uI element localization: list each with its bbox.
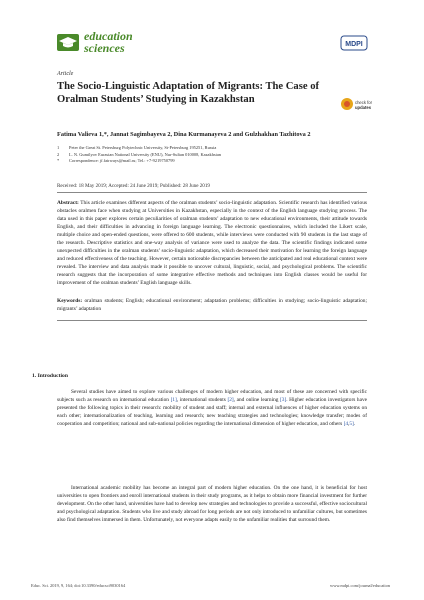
paragraph-2: International academic mobility has become an integral part of modern higher education. On the one hand, it is beneficial for host universities to open frontiers and enroll international students in their study programs, as it helps to obtain more financial investment for further development. On the other hand, universities have had to develop new strategies and technologies to provide a successful, effective sociocultural and psychological adaptation. Students who live and study abroad for long periods are not only introduced to unfamiliar cultures, but sometimes also find themselves immersed in them. Unfortunately, not everyone adapts easily to the unfamiliar realities that surround them. bbox=[57, 485, 367, 523]
paper-title: The Socio-Linguistic Adaptation of Migrants: The Case of Oralman Students’ Studying in Kazakhstan bbox=[57, 81, 320, 105]
paragraph-text: , and online learning bbox=[233, 397, 281, 403]
paragraph-text: . bbox=[353, 421, 356, 427]
section-heading: 1. Introduction bbox=[32, 373, 68, 379]
citation-link[interactable]: [2] bbox=[227, 397, 234, 403]
affiliation-1 bbox=[57, 145, 221, 152]
affiliation-text: Peter the Great St. Petersburg Polytechnic University, St-Petersburg 195251, Russia bbox=[69, 145, 217, 150]
paragraph-text: Several studies have aimed to explore various challenges of modern higher education, and most of these are concerned with specific subjects such as research on international education bbox=[57, 389, 367, 403]
citation-footer: Educ. Sci. 2019, 9, 164; doi:10.3390/educsci9030164 bbox=[31, 583, 126, 588]
author-list: Fatima Valieva 1,*, Jannat Sagimbayeva 2, Dina Kurmanayeva 2 and Gulzhakhan Tazhitova 2 bbox=[57, 131, 311, 138]
journal-name-line2: sciences bbox=[84, 41, 125, 55]
check-for-updates-badge[interactable] bbox=[339, 95, 372, 119]
abstract-label: Abstract: bbox=[57, 200, 79, 206]
journal-name-line1: education bbox=[84, 29, 133, 43]
journal-logo[interactable] bbox=[57, 30, 133, 54]
check-updates-line2: updates bbox=[355, 105, 372, 110]
affiliation-text: L. N. Gumilyov Eurasian National University (ENU), Nur-Sultan 010008, Kazakhstan bbox=[69, 151, 221, 157]
check-updates-line1: check for bbox=[355, 100, 372, 105]
correspondence-text[interactable]: Correspondence: jf.fairways@mail.ru; Tel.: +7-9219750799 bbox=[69, 158, 175, 164]
paragraph-text: . Higher education investigators have presented the following topics in their research: mobility of student and staff; internal and external influences of higher education systems on each other; internationalization of teaching, learning and research; new teaching strategies and technologies; knowledge transfer; modes of cooperation and competition; national and sub-national policies regarding the international dimension of higher education, and others bbox=[57, 397, 367, 427]
affiliation-number: * bbox=[57, 158, 60, 164]
article-type: Article bbox=[57, 71, 74, 77]
graduation-cap-icon bbox=[57, 34, 79, 51]
citation-link[interactable]: [4 bbox=[343, 421, 349, 427]
journal-url[interactable]: www.mdpi.com/journal/education bbox=[330, 583, 390, 588]
publication-dates: Received: 18 May 2019; Accepted: 24 June 2019; Published: 28 June 2019 bbox=[57, 183, 210, 189]
affiliations bbox=[57, 145, 221, 165]
abstract-text: This article examines different aspects of the oralman students’ socio-linguistic adaptation. Scientific research has identified various obstacles oralmen face when studying at Universities in Kazakhstan, especially in the context of the English language studying process. The data used in this paper explores certain peculiarities of oralman students’ adaptation to new educational environments, their attitude towards English, and their difficulties in advancing in foreign language learning. The electronic questionnaires, which included the Likert scale, multiple choice and open-ended questions, were offered to 600 students, while interviews were conducted with 90 students in the last stage of the research. Descriptive statistics and one-way analysis of variance were used to analyze the data. The scientific findings indicated some unexpected difficulties in the oralman students’ socio-linguistic adaptation, which decreased their motivation for learning the foreign language and reduced effectiveness of the teaching. However, certain noticeable discrepancies between the anticipated and real educational context were revealed. The interview and data analysis made it possible to uncover cultural, linguistic, social, and psychological problems. The scientific research suggests that the incorporation of some integrative effective methods and techniques into English classes would be useful for improvement of the oralman students’ English language skills. bbox=[57, 200, 367, 286]
citation-link[interactable]: [3] bbox=[280, 397, 287, 403]
journal-name bbox=[84, 30, 133, 54]
citation-link[interactable]: [1] bbox=[170, 397, 177, 403]
abstract bbox=[57, 199, 367, 287]
affiliation-2 bbox=[57, 152, 221, 159]
paragraph-1: Several studies have aimed to explore various challenges of modern higher education, and most of these are concerned with specific subjects such as research on international education [1], international students [2], and online learning [3]. Higher education investigators have presented the following topics in their research: mobility of student and staff; internal and external influences of higher education systems on each other; internationalization of teaching, learning and research; new teaching strategies and technologies; knowledge transfer; modes of cooperation and competition; national and sub-national policies regarding the international dimension of higher education, and others [4,5]. bbox=[57, 389, 367, 427]
keywords-text: oralman students; English; educational environment; adaptation problems; difficulties in studying; socio-linguistic adaptation; migrants’ adaptation bbox=[57, 298, 367, 312]
keywords bbox=[57, 297, 367, 313]
divider bbox=[57, 320, 367, 321]
svg-text:MDPI: MDPI bbox=[345, 41, 363, 48]
divider bbox=[57, 192, 367, 193]
citation-link[interactable]: 5] bbox=[349, 421, 354, 427]
affiliation-number: 2 bbox=[57, 151, 60, 157]
keywords-label: Keywords: bbox=[57, 298, 83, 304]
affiliation-number: 1 bbox=[57, 145, 60, 150]
paragraph-text: , international students bbox=[176, 397, 228, 403]
correspondence[interactable] bbox=[57, 158, 221, 165]
mdpi-logo-icon[interactable] bbox=[341, 36, 367, 50]
